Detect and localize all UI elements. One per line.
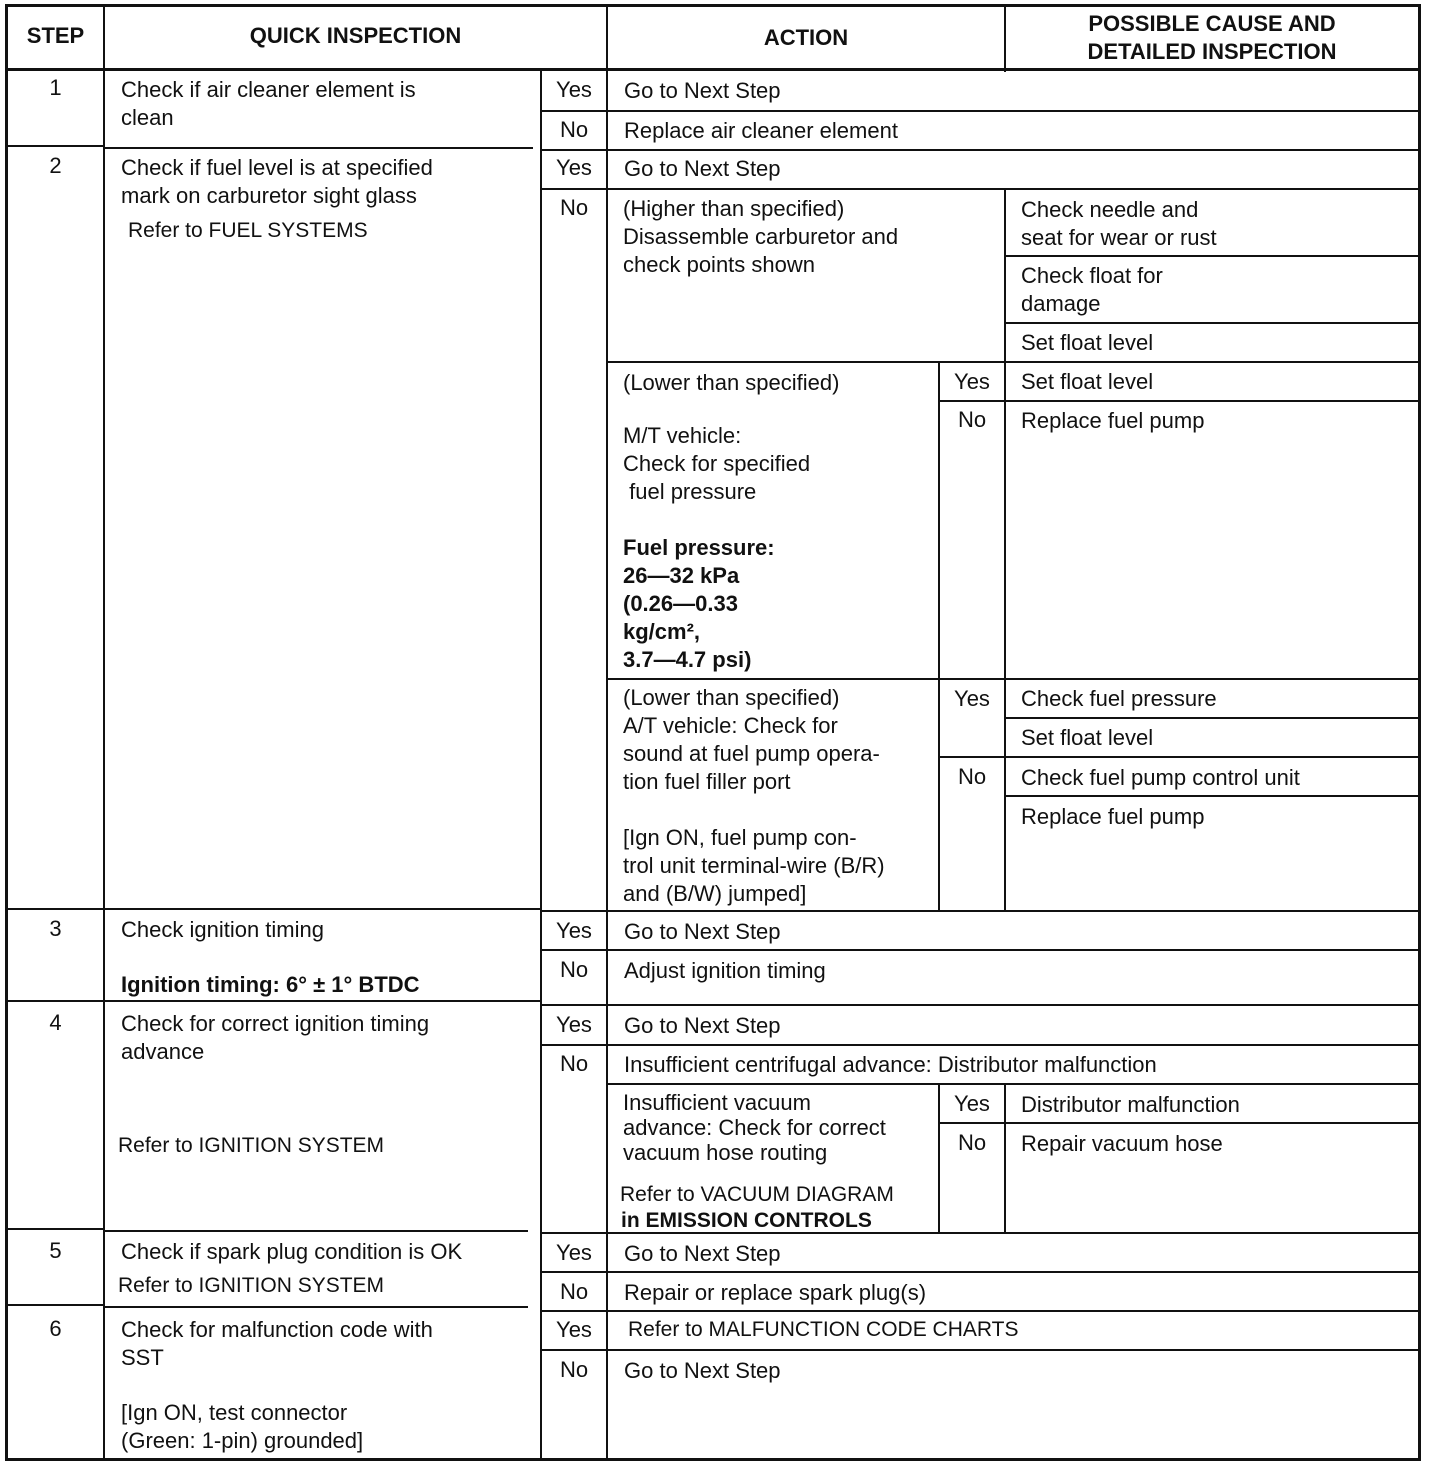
- no-label: No: [559, 1279, 589, 1304]
- h-s1-no: [540, 149, 1421, 151]
- no-label: No: [559, 117, 589, 142]
- h-s2-higher-end: [606, 361, 1421, 363]
- h-s2-at-n1: [1004, 795, 1421, 797]
- yes-label: Yes: [954, 1091, 990, 1116]
- cause-text: Check needle and seat for wear or rust: [1021, 197, 1217, 250]
- h-s4-no1: [606, 1083, 1421, 1085]
- h-s5-yes: [540, 1271, 1421, 1273]
- header-divider: [5, 68, 1421, 71]
- action-text: (Lower than specified) A/T vehicle: Check for sound at fuel pump opera- tion fuel filler port: [623, 685, 880, 794]
- v-s4-sub-cause: [1004, 1083, 1006, 1233]
- step-number: 6: [49, 1316, 62, 1341]
- sep-step2: [5, 908, 540, 910]
- action-text: (Lower than specified): [623, 370, 840, 395]
- action-text: (Higher than specified) Disassemble carburetor and check points shown: [623, 196, 899, 277]
- reference-text: Refer to VACUUM DIAGRAM: [620, 1183, 894, 1206]
- header-quick-inspection: QUICK INSPECTION: [249, 23, 462, 48]
- h-s2-mt-yes: [938, 400, 1421, 402]
- col-action-divider: [606, 4, 608, 1461]
- h-s2-at-yes: [938, 756, 1421, 758]
- cause-text: Replace fuel pump: [1021, 408, 1205, 433]
- h-s3-yes: [540, 949, 1421, 951]
- quick-inspection-text: Check ignition timing: [121, 917, 324, 942]
- border-bottom: [5, 1458, 1421, 1461]
- sep-step5-insp: [103, 1306, 528, 1308]
- quick-inspection-text: Check for correct ignition timing advance: [121, 1011, 430, 1064]
- h-s2-at-y1: [1004, 717, 1421, 719]
- condition-text: [Ign ON, test connector (Green: 1-pin) grounded]: [121, 1400, 364, 1453]
- v-s2-sub-yesno: [938, 361, 940, 911]
- action-text: M/T vehicle: Check for specified fuel pressure: [623, 423, 811, 504]
- yes-label: Yes: [556, 1012, 592, 1037]
- ignition-timing-spec: Ignition timing: 6° ± 1° BTDC: [121, 972, 420, 997]
- h-s6-top: [540, 1310, 1421, 1312]
- action-text: Go to Next Step: [624, 919, 781, 944]
- no-label: No: [957, 764, 987, 789]
- reference-text: in EMISSION CONTROLS: [621, 1209, 872, 1232]
- v-s2-sub-cause: [1004, 361, 1006, 911]
- border-top: [5, 4, 1421, 7]
- step-number: 5: [49, 1238, 62, 1263]
- no-label: No: [957, 1130, 987, 1155]
- sep-step3: [5, 1000, 540, 1002]
- sep-step5: [5, 1304, 105, 1306]
- cause-text: Set float level: [1021, 330, 1154, 355]
- action-text: Go to Next Step: [624, 1241, 781, 1266]
- yes-label: Yes: [954, 369, 990, 394]
- action-text: Go to Next Step: [624, 1013, 781, 1038]
- cause-text: Check fuel pump control unit: [1021, 765, 1300, 790]
- no-label: No: [957, 407, 987, 432]
- cause-text: Set float level: [1021, 369, 1154, 394]
- no-label: No: [559, 1051, 589, 1076]
- sep-step4-insp: [103, 1230, 528, 1232]
- reference-text: Refer to FUEL SYSTEMS: [128, 219, 368, 242]
- action-text: Replace air cleaner element: [624, 118, 898, 143]
- h-s2-higher-c1: [1004, 255, 1421, 257]
- step-number: 1: [49, 75, 62, 100]
- header-step: STEP: [26, 23, 85, 48]
- reference-text: Refer to IGNITION SYSTEM: [118, 1134, 385, 1157]
- action-text: Repair or replace spark plug(s): [624, 1280, 927, 1305]
- cause-text: Repair vacuum hose: [1021, 1131, 1223, 1156]
- action-text: Go to Next Step: [624, 156, 781, 181]
- quick-inspection-text: Check if air cleaner element is clean: [121, 77, 416, 130]
- cause-text: Distributor malfunction: [1021, 1092, 1240, 1117]
- col-step-divider: [103, 4, 105, 1461]
- h-s1-yes: [540, 110, 1421, 112]
- yes-label: Yes: [556, 1317, 592, 1342]
- h-s4-top: [540, 1004, 1421, 1006]
- h-s2-yes: [540, 188, 1421, 190]
- sep-step4: [5, 1228, 105, 1230]
- action-text: Adjust ignition timing: [624, 958, 826, 983]
- action-text: Refer to MALFUNCTION CODE CHARTS: [628, 1318, 1019, 1341]
- action-text: Go to Next Step: [624, 1358, 781, 1383]
- action-text: Insufficient centrifugal advance: Distributor malfunction: [624, 1052, 1157, 1077]
- yes-label: Yes: [556, 155, 592, 180]
- h-s3-top: [540, 910, 1421, 912]
- border-right: [1418, 4, 1421, 1461]
- yes-label: Yes: [556, 918, 592, 943]
- no-label: No: [559, 1357, 589, 1382]
- cause-text: Check float for damage: [1021, 263, 1163, 316]
- fuel-pressure-spec: Fuel pressure: 26—32 kPa (0.26—0.33 kg/cm², 3.7—4.7 psi): [623, 535, 775, 672]
- sep-step1: [5, 145, 105, 147]
- yes-label: Yes: [954, 686, 990, 711]
- step-number: 3: [49, 916, 62, 941]
- quick-inspection-text: Check if fuel level is at specified mark on carburetor sight glass: [121, 155, 433, 208]
- sep-step1-insp: [103, 147, 533, 149]
- cause-text: Replace fuel pump: [1021, 804, 1205, 829]
- yes-label: Yes: [556, 77, 592, 102]
- h-s4-sub-yes: [938, 1122, 1421, 1124]
- h-s2-higher-c2: [1004, 322, 1421, 324]
- no-label: No: [559, 195, 589, 220]
- cause-text: Check fuel pressure: [1021, 686, 1217, 711]
- reference-text: Refer to IGNITION SYSTEM: [118, 1274, 385, 1297]
- header-action: ACTION: [763, 25, 849, 50]
- h-s6-yes: [540, 1349, 1421, 1351]
- v-s2-higher-cause: [1004, 188, 1006, 363]
- h-s4-yes: [540, 1044, 1421, 1046]
- action-text: Insufficient vacuum advance: Check for correct vacuum hose routing: [623, 1090, 886, 1165]
- step-number: 4: [49, 1010, 62, 1035]
- yes-label: Yes: [556, 1240, 592, 1265]
- h-s2-mt-end: [606, 678, 1421, 680]
- header-possible-cause: POSSIBLE CAUSE AND DETAILED INSPECTION: [1087, 11, 1337, 64]
- action-text: Go to Next Step: [624, 78, 781, 103]
- cause-text: Set float level: [1021, 725, 1154, 750]
- condition-text: [Ign ON, fuel pump con- trol unit terminal-wire (B/R) and (B/W) jumped]: [623, 825, 885, 906]
- quick-inspection-text: Check if spark plug condition is OK: [121, 1239, 463, 1264]
- quick-inspection-text: Check for malfunction code with SST: [121, 1317, 433, 1370]
- step-number: 2: [49, 153, 62, 178]
- no-label: No: [559, 957, 589, 982]
